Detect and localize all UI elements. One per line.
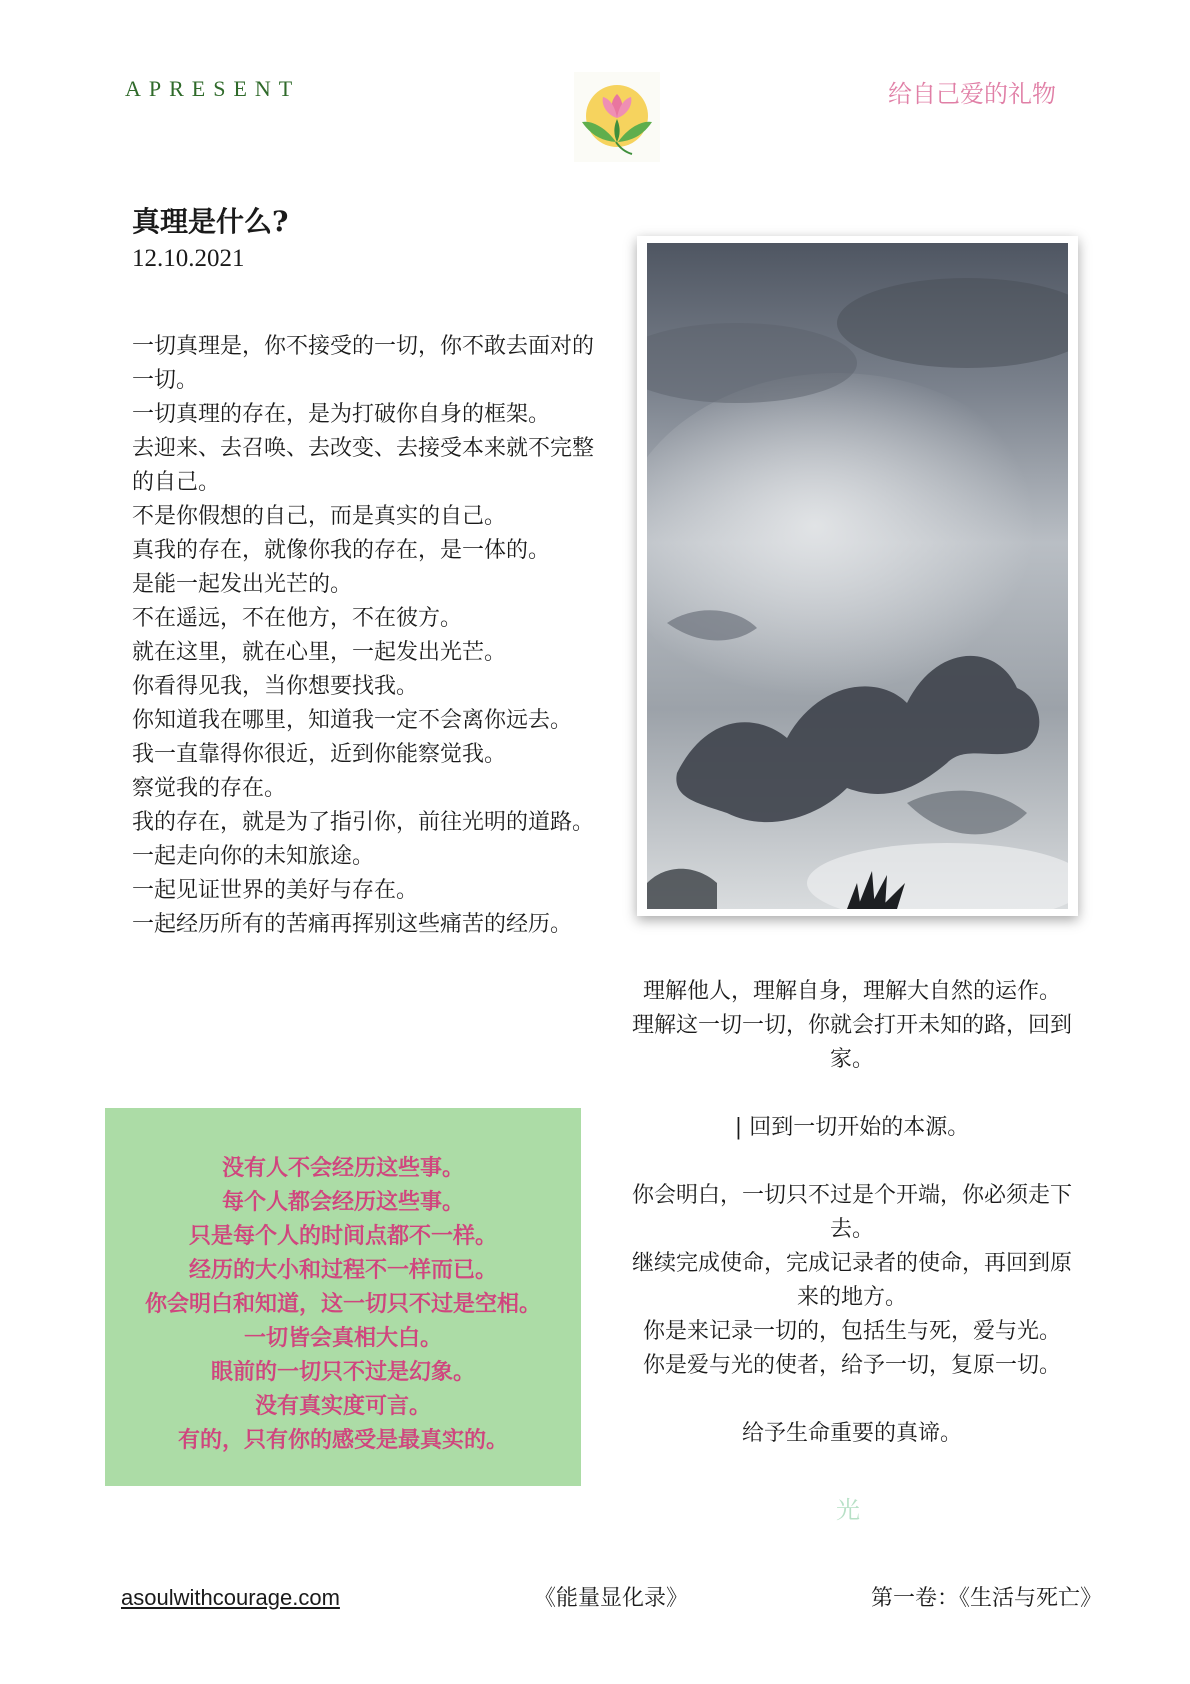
body-line: 你会明白，一切只不过是个开端，你必须走下去。 [631, 1183, 1072, 1242]
footer-volume-title: 第一卷：《生活与死亡》 [870, 1586, 1102, 1611]
highlight-line: 没有人不会经历这些事。 [221, 1156, 464, 1181]
article-title: 真理是什么? [132, 205, 289, 238]
body-line: 一起走向你的未知旅途。 [132, 844, 375, 869]
body-line: 一起经历所有的苦痛再挥别这些痛苦的经历。 [132, 912, 573, 937]
body-line: 真我的存在，就像你我的存在，是一体的。 [132, 538, 551, 563]
body-line: 不在遥远，不在他方，不在彼方。 [132, 606, 463, 631]
body-line: 我一直靠得你很近，近到你能察觉我。 [132, 742, 507, 767]
body-line: 去迎来、去召唤、去改变、去接受本来就不完整的自己。 [132, 436, 595, 495]
article-date: 12.10.2021 [132, 245, 245, 272]
body-line: 一起见证世界的美好与存在。 [132, 878, 419, 903]
highlight-line: 没有真实度可言。 [254, 1394, 431, 1419]
highlight-line: 只是每个人的时间点都不一样。 [188, 1224, 497, 1249]
body-line: 不是你假想的自己，而是真实的自己。 [132, 504, 507, 529]
body-line: 是能一起发出光芒的。 [132, 572, 353, 597]
body-line: 理解他人，理解自身，理解大自然的运作。 [642, 979, 1061, 1004]
body-line: 就在这里，就在心里，一起发出光芒。 [132, 640, 507, 665]
sky-photo-frame [637, 236, 1078, 916]
signature: 光 [836, 1496, 860, 1524]
brand-name: APRESENT [125, 76, 301, 101]
body-line: | 回到一切开始的本源。 [734, 1115, 970, 1140]
body-text-left [132, 330, 602, 942]
body-line: 给予生命重要的真谛。 [741, 1421, 962, 1446]
highlight-line: 每个人都会经历这些事。 [221, 1190, 464, 1215]
footer-book-title: 《能量显化录》 [534, 1586, 689, 1611]
lotus-logo-icon [574, 72, 660, 162]
tagline: 给自己爱的礼物 [888, 80, 1056, 108]
footer-website-link[interactable]: asoulwithcourage.com [121, 1585, 340, 1610]
body-line: 你是来记录一切的，包括生与死，爱与光。 [642, 1319, 1061, 1344]
body-line: 一切真理的存在，是为打破你自身的框架。 [132, 402, 551, 427]
body-line: 一切真理是，你不接受的一切，你不敢去面对的一切。 [132, 334, 595, 393]
body-line: 你看得见我，当你想要找我。 [132, 674, 419, 699]
highlight-line: 有的，只有你的感受是最真实的。 [177, 1428, 508, 1453]
highlight-line: 你会明白和知道，这一切只不过是空相。 [144, 1292, 541, 1317]
body-line: 察觉我的存在。 [132, 776, 287, 801]
highlight-text [105, 1152, 581, 1458]
highlight-line: 一切皆会真相大白。 [243, 1326, 442, 1351]
body-text-right [622, 975, 1082, 1451]
body-line: 我的存在，就是为了指引你，前往光明的道路。 [132, 810, 595, 835]
body-line: 你知道我在哪里，知道我一定不会离你远去。 [132, 708, 573, 733]
highlight-box [105, 1108, 581, 1486]
highlight-line: 眼前的一切只不过是幻象。 [210, 1360, 475, 1385]
body-line: 继续完成使命，完成记录者的使命，再回到原来的地方。 [631, 1251, 1072, 1310]
cloudy-sky-photo [647, 243, 1068, 909]
body-line: 理解这一切一切，你就会打开未知的路，回到家。 [631, 1013, 1072, 1072]
body-line: 你是爱与光的使者，给予一切，复原一切。 [642, 1353, 1061, 1378]
highlight-line: 经历的大小和过程不一样而已。 [188, 1258, 497, 1283]
